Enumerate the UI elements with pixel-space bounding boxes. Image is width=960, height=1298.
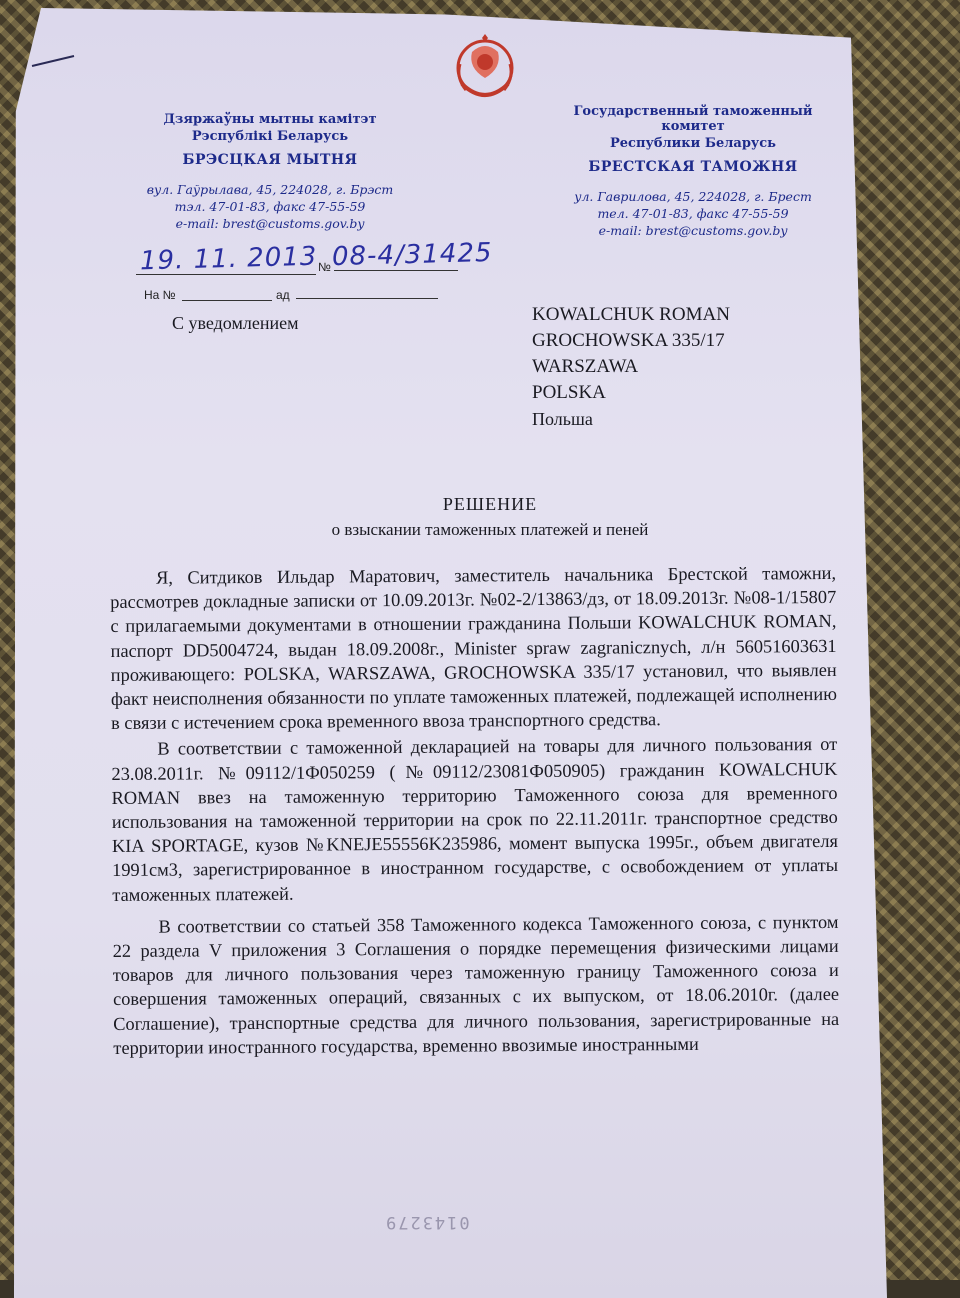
handwritten-date: 19. 11. 2013 [139,241,318,277]
paragraph-1: Я, Ситдиков Ильдар Маратович, заместитель начальника Брестской таможни, рассмотрев докладные записки от 10.09.2013г. №02-2/13863/дз, от 18.09.2013г. №08-1/15807 с прилагаемыми документами в отношении гражданина Польши KOWALCHUK ROMAN, паспорт DD5004724, выдан 18.09.2008г., Minister spraw zagranicznych, л/н 56051603631 проживающего: POLSKA, WARSZAWA, GROCHOWSKA 335/17 установил, что выявлен факт неисполнения обязанности по уплате таможенных платежей, подлежащей исполнению в связи с истечением срока временного ввоза транспортного средства. [110,562,837,734]
header-right-office: БРЕСТСКАЯ ТАМОЖНЯ [588,159,798,175]
date-underline [136,274,316,275]
document-subtitle: о взыскании таможенных платежей и пеней [331,520,649,539]
reference-date-label: ад [276,288,290,302]
header-left-email: e-mail: brest@customs.gov.by [175,216,365,231]
recipient-street: GROCHOWSKA 335/17 [532,330,725,351]
document-title: РЕШЕНИЕ [442,494,538,514]
reg-number-label: № [318,260,331,274]
recipient-name: KOWALCHUK ROMAN [532,304,730,325]
header-right-committee: Государственный таможенный комитет [573,104,813,134]
header-right-address: ул. Гаврилова, 45, 224028, г. Брест [574,189,812,204]
recipient-country-ru: Польша [532,409,593,429]
recipient-country: POLSKA [532,382,606,403]
handwritten-reg-number: 08-4/31425 [331,237,493,273]
reference-number-line [182,300,272,301]
recipient-city: WARSZAWA [532,356,639,377]
header-right-email: e-mail: brest@customs.gov.by [598,223,788,238]
header-left-address: вул. Гаўрылава, 45, 224028, г. Брэст [146,182,394,197]
paragraph-3: В соответствии со статьей 358 Таможенного кодекса Таможенного союза, с пунктом 22 раздела V приложения 3 Соглашения о порядке перемещения физическими лицами товаров для личного пользования через таможенную границу Таможенного союза и совершения таможенных операций, связанных с их выпуском, от 18.06.2010г. (далее Соглашение), транспортные средства для личного пользования, зарегистрированные на территории иностранного государства, временно ввозимые иностранными [112,911,840,1058]
bleed-through-serial: 0143279 [384,1212,470,1232]
recipient-address [532,302,730,432]
reference-number-label: На № [144,288,176,302]
number-underline [334,270,458,271]
header-right-phone: тел. 47-01-83, факс 47-55-59 [597,206,789,221]
paragraph-2: В соответствии с таможенной декларацией на товары для личного пользования от 23.08.2011г. №09112/1Ф050259 (№09112/23081Ф050905) гражданин KOWALCHUK ROMAN ввез на таможенную территорию Таможенного союза для временного использования на таможенной территории на срок по 22.11.2011г. транспортное средство KIA SPORTAGE, кузов №KNEJE55556K235986, момент выпуска 1995г., объем двигателя 1991см3, зарегистрированное в иностранном государстве, с освобождением от уплаты таможенных платежей. [111,734,839,905]
header-left-republic: Рэспублікі Беларусь [191,129,349,144]
header-right-republic: Республики Беларусь [610,136,776,151]
reference-date-line [296,298,438,299]
belarus-emblem-icon [452,34,518,104]
delivery-notice: С уведомлением [172,313,299,333]
header-left-office: БРЭСЦКАЯ МЫТНЯ [182,152,358,168]
header-left-committee: Дзяржаўны мытны камітэт [163,112,377,127]
pen-mark-icon [28,52,78,72]
header-left-phone: тэл. 47-01-83, факс 47-55-59 [174,199,366,214]
